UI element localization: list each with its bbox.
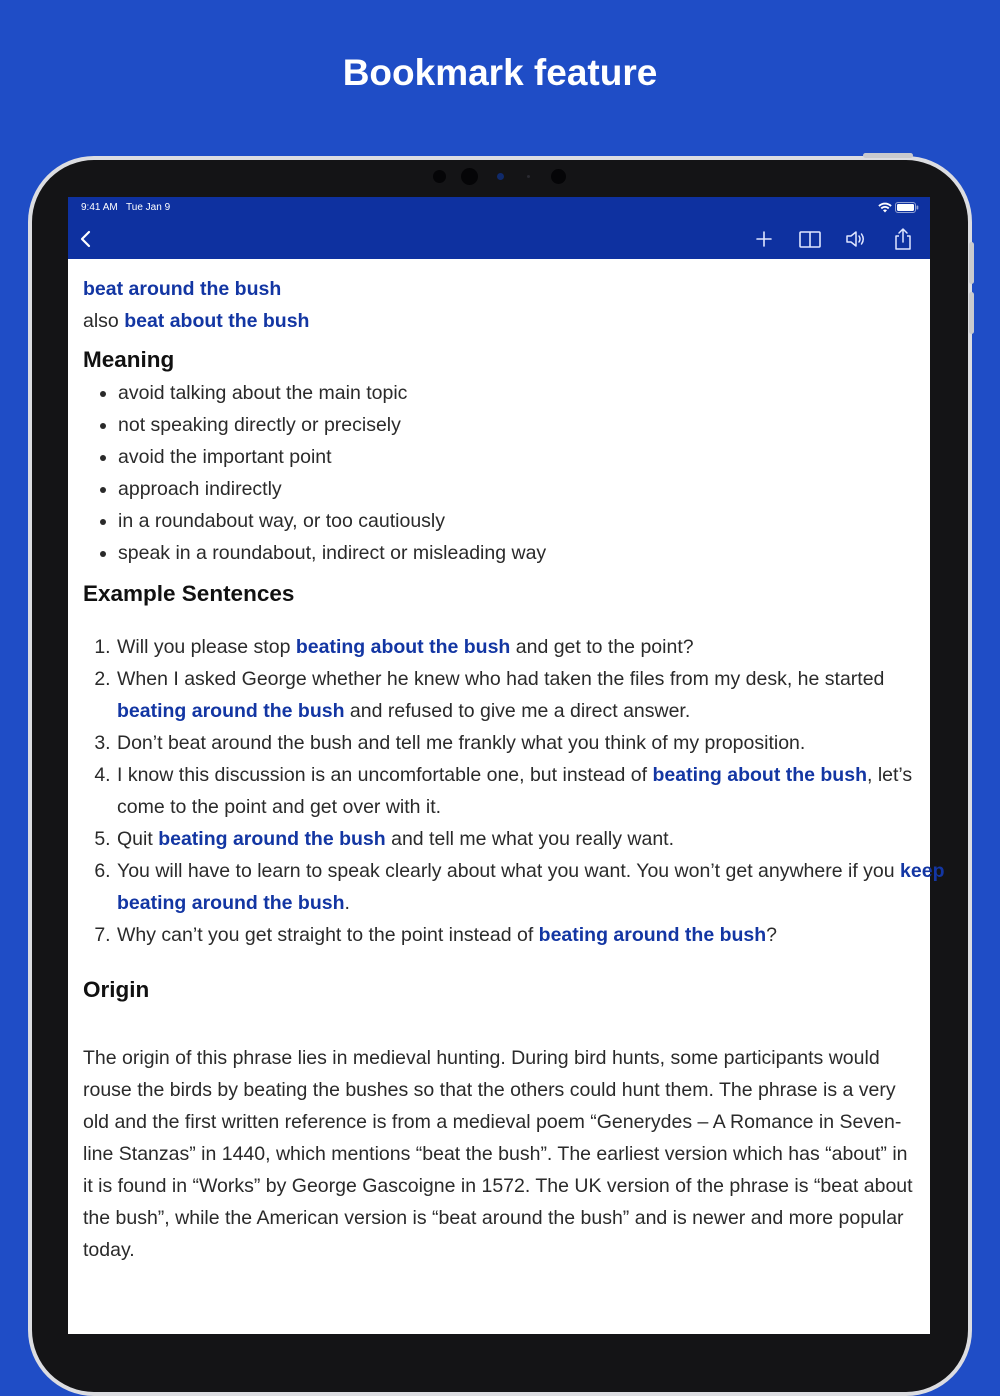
ipad-volume-down-button xyxy=(969,292,974,334)
example-sentence xyxy=(116,823,946,855)
book-button[interactable] xyxy=(796,225,824,253)
alternate-phrase: beat about the bush xyxy=(124,310,310,332)
example-sentence xyxy=(116,663,946,727)
entry-title xyxy=(83,278,281,301)
back-button[interactable] xyxy=(72,225,100,253)
example-list xyxy=(83,631,946,951)
example-text: and tell me what you really want. xyxy=(385,828,674,850)
example-phrase: beating about the bush xyxy=(652,764,867,786)
example-text: Don’t beat around the bush and tell me frankly what you think of my proposition. xyxy=(117,732,806,754)
example-text: Quit xyxy=(117,828,159,850)
meaning-list xyxy=(83,377,546,569)
book-open-icon xyxy=(796,225,824,253)
sensor-dot xyxy=(527,175,530,178)
battery-icon xyxy=(895,202,919,213)
example-sentence xyxy=(116,919,946,951)
clock-text: 9:41 AM xyxy=(81,202,118,213)
origin-heading: Origin xyxy=(83,977,150,1002)
example-sentence xyxy=(116,855,946,919)
meaning-heading: Meaning xyxy=(83,347,175,372)
share-icon xyxy=(889,225,917,253)
app-screen xyxy=(68,197,945,1334)
meaning-item: • speak in a roundabout, indirect or misleading way xyxy=(118,537,546,569)
sensor-dot xyxy=(433,170,446,183)
ipad-volume-up-button xyxy=(969,242,974,284)
date-text: Tue Jan 9 xyxy=(126,202,171,213)
example-text: and refused to give me a direct answer. xyxy=(344,700,691,722)
example-sentence xyxy=(116,631,946,663)
example-text: and get to the point? xyxy=(510,636,694,658)
examples-heading: Example Sentences xyxy=(83,581,295,606)
example-text: . xyxy=(344,892,350,914)
also-prefix: also xyxy=(83,310,119,332)
example-text: You will have to learn to speak clearly about what you want. You won’t get anywhere if you xyxy=(117,860,901,882)
camera-lens xyxy=(461,168,478,185)
example-text: , let’s come to the point and get over with it. xyxy=(117,764,913,818)
speaker-icon xyxy=(841,225,869,253)
chevron-left-icon xyxy=(72,225,100,253)
example-phrase: beating around the bush xyxy=(158,828,386,850)
example-phrase: beating around the bush xyxy=(117,700,345,722)
ipad-top-button xyxy=(863,153,913,158)
origin-paragraph: The origin of this phrase lies in medieval hunting. During bird hunts, some participants would rouse the birds by beating the bushes so that the others could hunt them. The phrase is a very old and the first written reference is from a medieval poem “Generydes – A Romance in Seven-line Stanzas” in 1440, which mentions “beat the bush”. The earliest version which has “about” in it is found in “Works” by George Gascoigne in 1572. The UK version of the phrase is “beat about the bush”, while the American version is “beat around the bush” and is newer and more popular today. xyxy=(83,1047,913,1261)
meaning-item: • in a roundabout way, or too cautiously xyxy=(118,505,546,537)
status-bar xyxy=(68,197,930,219)
example-text: Will you please stop xyxy=(117,636,296,658)
meaning-item: • avoid talking about the main topic xyxy=(118,377,546,409)
example-text: I know this discussion is an uncomfortable one, but instead of xyxy=(117,764,653,786)
meaning-item: • not speaking directly or precisely xyxy=(118,409,546,441)
alternate-form xyxy=(83,310,309,333)
sensor-dot xyxy=(551,169,566,184)
example-sentence xyxy=(116,759,946,823)
share-button[interactable] xyxy=(889,225,917,253)
example-sentence xyxy=(116,727,946,759)
sensor-dot xyxy=(497,173,504,180)
pronounce-button[interactable] xyxy=(841,225,869,253)
example-phrase: beating about the bush xyxy=(295,636,511,658)
headline: Bookmark feature xyxy=(342,52,658,93)
entry-title-text: beat around the bush xyxy=(83,278,282,300)
status-time xyxy=(81,202,170,213)
wifi-icon xyxy=(878,202,892,213)
plus-icon xyxy=(750,225,778,253)
add-bookmark-button[interactable] xyxy=(750,225,778,253)
example-text: When I asked George whether he knew who had taken the files from my desk, he started xyxy=(117,668,885,690)
example-phrase: beating around the bush xyxy=(538,924,767,946)
example-phrase: keep beating around the bush xyxy=(117,860,945,914)
meaning-item: • avoid the important point xyxy=(118,441,546,473)
example-text: Why can’t you get straight to the point instead of xyxy=(117,924,539,946)
navigation-bar xyxy=(68,219,930,259)
meaning-item: • approach indirectly xyxy=(118,473,546,505)
example-text: ? xyxy=(766,924,778,946)
